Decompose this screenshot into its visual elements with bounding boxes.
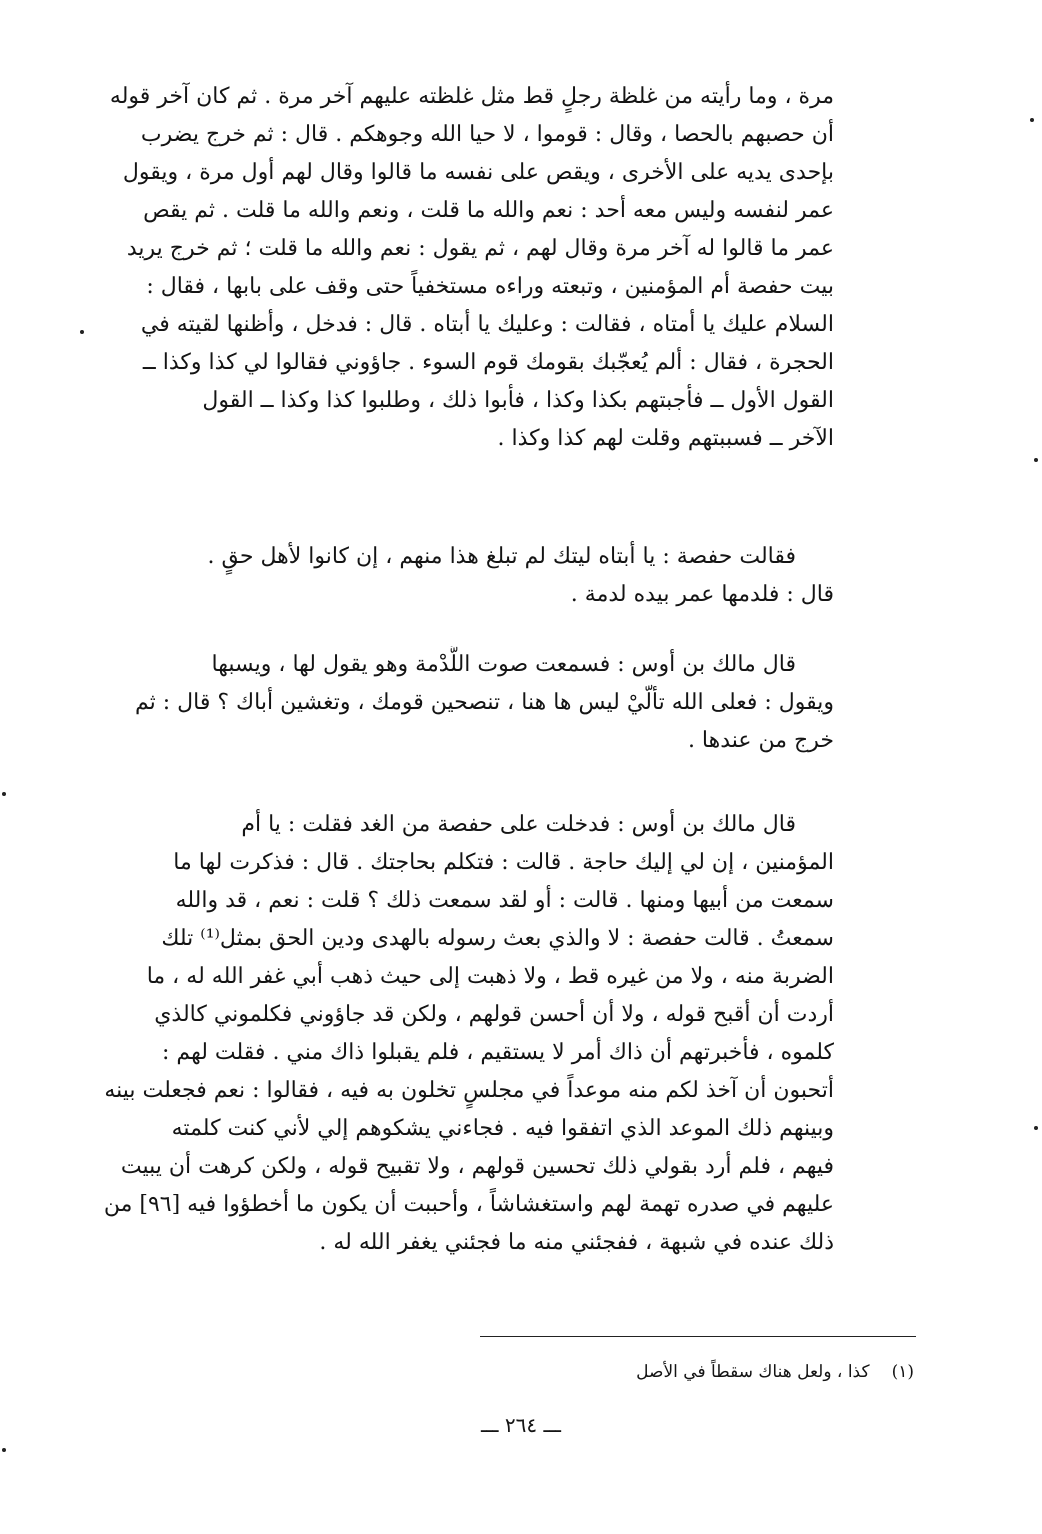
paragraph-4 — [104, 806, 834, 1262]
text-line: سمعتُ . قالت حفصة : لا والذي بعث رسوله بالهدى ودين الحق بمثل⁽¹⁾ تلك — [161, 926, 834, 951]
footnote-text: كذا ، ولعل هناك سقطاً في الأصل — [636, 1362, 870, 1382]
text-line: ويقول : فعلى الله تألّيْ ليس ها هنا ، تنصحين قومك ، وتغشين أباك ؟ قال : ثم — [134, 690, 834, 715]
text-line: السلام عليك يا أمتاه ، فقالت : وعليك يا أبتاه . قال : فدخل ، وأظنها لقيته في — [140, 312, 834, 337]
text-line: قال : فلدمها عمر بيده لدمة . — [570, 582, 834, 607]
page-number: ـــ ٢٦٤ ـــ — [480, 1413, 562, 1437]
footnote — [636, 1360, 914, 1384]
text-line: عليهم في صدره تهمة لهم واستغشاشاً ، وأحببت أن يكون ما أخطؤوا فيه [٩٦] من — [104, 1192, 834, 1217]
text-line: مرة ، وما رأيته من غلظة رجلٍ قط مثل غلظته عليهم آخر مرة . ثم كان آخر قوله — [109, 84, 834, 109]
text-line: كلموه ، فأخبرتهم أن ذاك أمر لا يستقيم ، فلم يقبلوا ذاك مني . فقلت لهم : — [162, 1040, 834, 1065]
scan-speck — [80, 330, 84, 334]
text-line: بيت حفصة أم المؤمنين ، وتبعته وراءه مستخفياً حتى وقف على بابها ، فقال : — [146, 274, 834, 299]
text-line: أردت أن أقبح قوله ، ولا أن أحسن قولهم ، ولكن قد جاؤوني فكلموني كالذي — [154, 1002, 834, 1027]
text-line: سمعت من أبيها ومنها . قالت : أو لقد سمعت ذلك ؟ قلت : نعم ، قد والله — [175, 888, 834, 913]
text-line: أتحبون أن آخذ لكم منه موعداً في مجلسٍ تخلون به فيه ، فقالوا : نعم فجعلت بينه — [104, 1078, 834, 1103]
paragraph-1 — [104, 78, 834, 458]
text-line: ذلك عنده في شبهة ، ففجئني منه ما فجئني يغفر الله له . — [319, 1230, 834, 1255]
text-line: أن حصبهم بالحصا ، وقال : قوموا ، لا حيا الله وجوهكم . قال : ثم خرج يضرب — [140, 122, 834, 147]
scan-speck — [2, 1448, 6, 1452]
scan-speck — [2, 792, 6, 796]
text-line: الآخر ــ فسببتهم وقلت لهم كذا وكذا . — [497, 426, 834, 451]
text-line: القول الأول ــ فأجبتهم بكذا وكذا ، فأبوا ذلك ، وطلبوا كذا وكذا ــ القول — [202, 388, 834, 413]
paragraph-2 — [104, 538, 834, 614]
text-line: قال مالك بن أوس : فسمعت صوت اللَّدْمة وهو يقول لها ، ويسبها — [211, 652, 796, 677]
text-line: المؤمنين ، إن لي إليك حاجة . قالت : فتكلم بحاجتك . قال : فذكرت لها ما — [173, 850, 834, 875]
text-line: خرج من عندها . — [687, 728, 834, 753]
footnote-number: (١) — [891, 1362, 914, 1382]
text-line: عمر لنفسه وليس معه أحد : نعم والله ما قلت ، ونعم والله ما قلت . ثم يقص — [143, 198, 834, 223]
text-line: فيهم ، فلم أرد بقولي ذلك تحسين قولهم ، ولا تقبيح قوله ، ولكن كرهت أن يبيت — [120, 1154, 834, 1179]
text-line: الحجرة ، فقال : ألم يُعجّبك بقومك قوم السوء . جاؤوني فقالوا لي كذا وكذا ــ — [142, 350, 834, 375]
scan-speck — [1034, 1126, 1038, 1130]
paragraph-3 — [104, 646, 834, 760]
scan-speck — [1030, 118, 1034, 122]
text-line: قال مالك بن أوس : فدخلت على حفصة من الغد فقلت : يا أم — [241, 812, 796, 837]
footnote-divider — [480, 1336, 916, 1337]
text-line: وبينهم ذلك الموعد الذي اتفقوا فيه . فجاءني يشكوهم إلي لأني كنت كلمته — [171, 1116, 834, 1141]
text-line: الضربة منه ، ولا من غيره قط ، ولا ذهبت إلى حيث ذهب أبي غفر الله له ، ما — [146, 964, 834, 989]
scan-speck — [1034, 458, 1038, 462]
text-line: فقالت حفصة : يا أبتاه ليتك لم تبلغ هذا منهم ، إن كانوا لأهل حقٍ . — [207, 544, 796, 569]
text-line: بإحدى يديه على الأخرى ، ويقص على نفسه ما قالوا وقال لهم أول مرة ، ويقول — [122, 160, 834, 185]
text-line: عمر ما قالوا له آخر مرة وقال لهم ، ثم يقول : نعم والله ما قلت ؛ ثم خرج يريد — [126, 236, 834, 261]
